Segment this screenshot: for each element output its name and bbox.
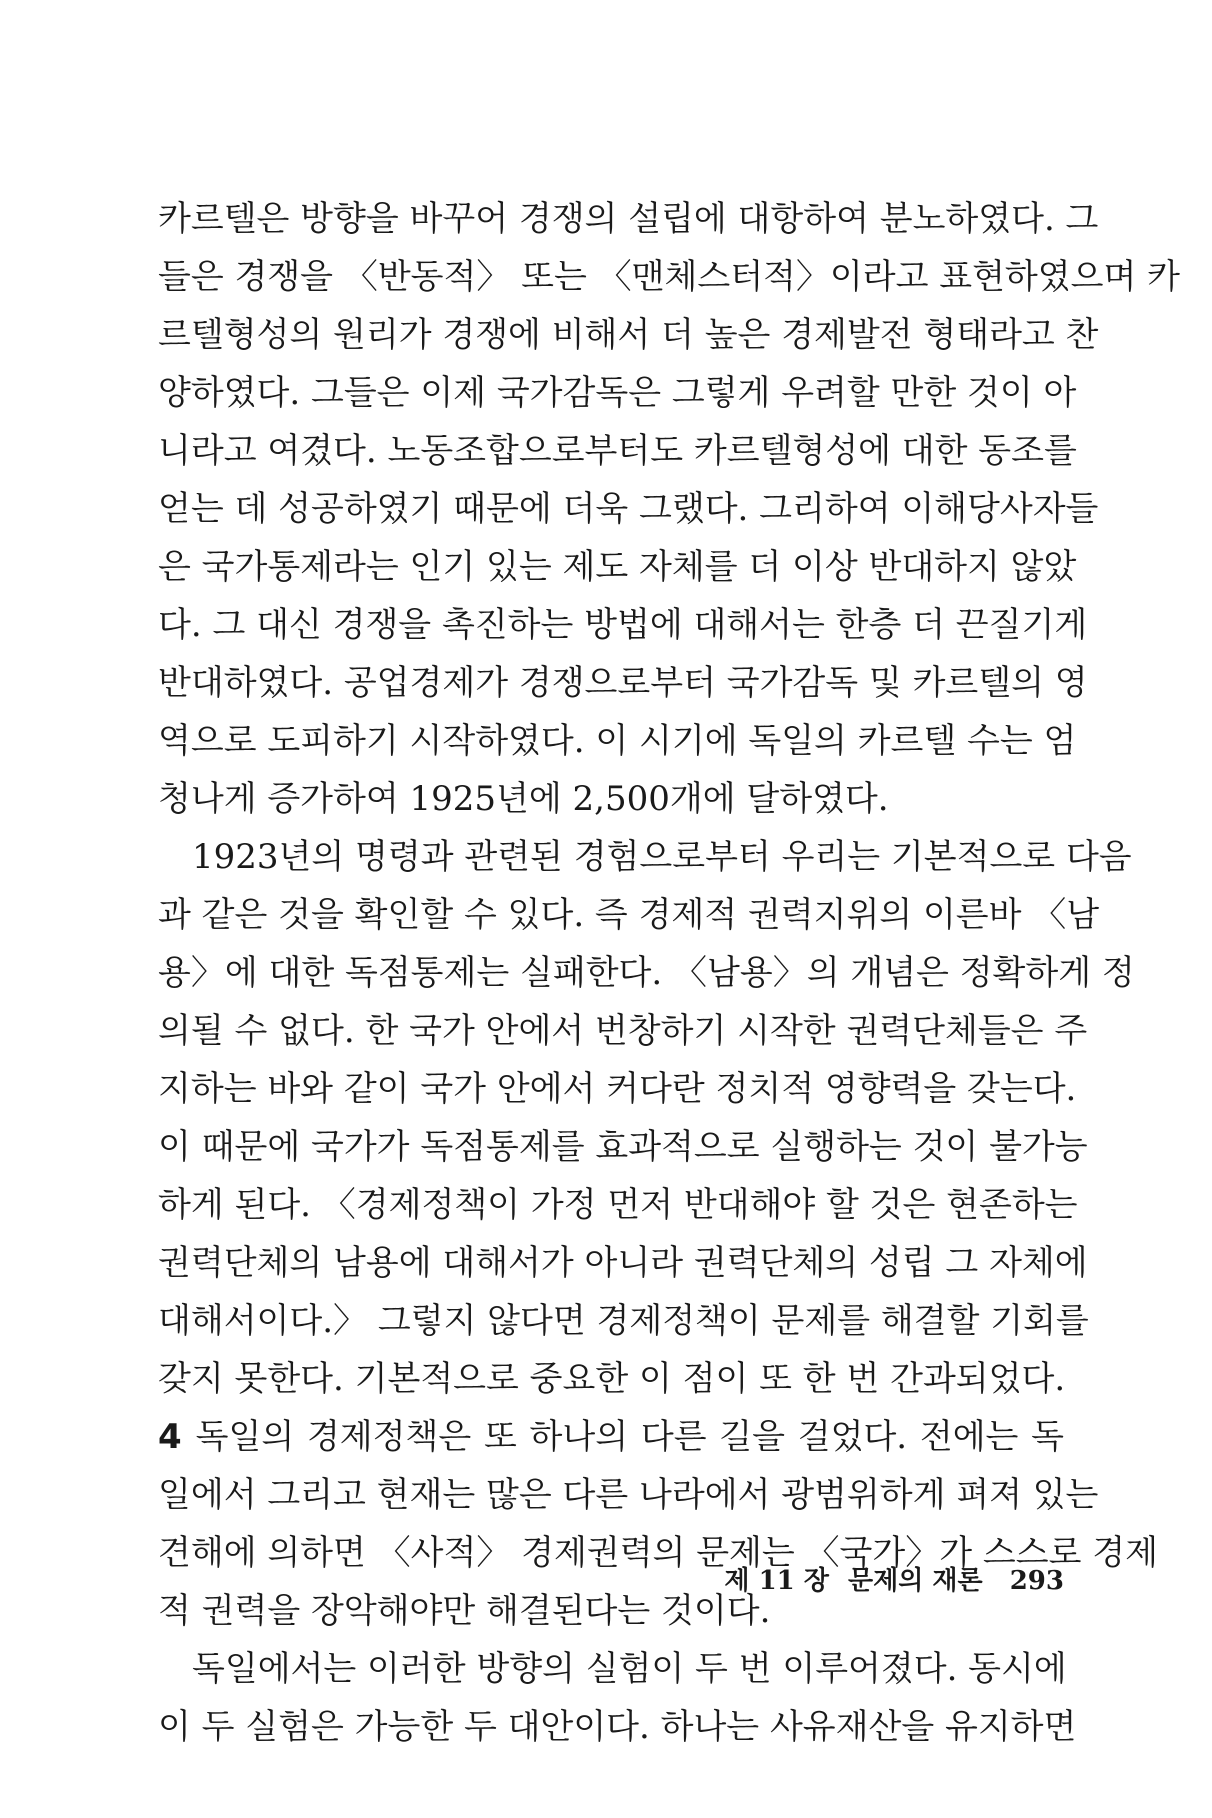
text-line: 과 같은 것을 확인할 수 있다. 즉 경제적 권력지위의 이른바 〈남 (158, 895, 1100, 935)
text-line: 이 때문에 국가가 독점통제를 효과적으로 실행하는 것이 불가능 (158, 1127, 1088, 1167)
body-text (158, 190, 1180, 1756)
text-line: 하게 된다. 〈경제정책이 가정 먼저 반대해야 할 것은 현존하는 (158, 1185, 1078, 1225)
text-line: 지하는 바와 같이 국가 안에서 커다란 정치적 영향력을 갖는다. (158, 1069, 1077, 1109)
text-line: 적 권력을 장악해야만 해결된다는 것이다. (158, 1591, 771, 1631)
text-line: 르텔형성의 원리가 경쟁에 비해서 더 높은 경제발전 형태라고 찬 (158, 315, 1099, 355)
text-line: 양하였다. 그들은 이제 국가감독은 그렇게 우려할 만한 것이 아 (158, 373, 1077, 413)
text-line: 니라고 여겼다. 노동조합으로부터도 카르텔형성에 대한 동조를 (158, 431, 1077, 471)
text-line: 은 국가통제라는 인기 있는 제도 자체를 더 이상 반대하지 않았 (158, 547, 1077, 587)
text-line: 들은 경쟁을 〈반동적〉 또는 〈맨체스터적〉이라고 표현하였으며 카 (158, 257, 1180, 297)
chapter-title: 문제의 재론 (848, 1566, 983, 1596)
text-line: 카르텔은 방향을 바꾸어 경쟁의 설립에 대항하여 분노하였다. 그 (158, 199, 1099, 239)
paragraph-2 (158, 828, 1135, 1408)
text-line: 이 두 실험은 가능한 두 대안이다. 하나는 사유재산을 유지하면 (158, 1707, 1077, 1747)
text-line (158, 1408, 1064, 1466)
text-line: 반대하였다. 공업경제가 경쟁으로부터 국가감독 및 카르텔의 영 (158, 663, 1088, 703)
page-number: 293 (1009, 1566, 1064, 1596)
chapter-label: 제 11 장 (724, 1566, 829, 1596)
text-line: 독일에서는 이러한 방향의 실험이 두 번 이루어졌다. 동시에 (192, 1649, 1067, 1689)
text-line: 일에서 그리고 현재는 많은 다른 나라에서 광범위하게 펴져 있는 (158, 1475, 1099, 1515)
page-footer (720, 1560, 1064, 1597)
text-line: 대해서이다.〉 그렇지 않다면 경제정책이 문제를 해결할 기회를 (158, 1301, 1089, 1341)
paragraph-1 (158, 190, 1180, 828)
text-line: 청나게 증가하여 1925년에 2,500개에 달하였다. (158, 779, 889, 819)
section-number: 4 (158, 1417, 182, 1457)
paragraph-3 (158, 1408, 1158, 1640)
text-line: 갖지 못한다. 기본적으로 중요한 이 점이 또 한 번 간과되었다. (158, 1359, 1066, 1399)
text-line: 역으로 도피하기 시작하였다. 이 시기에 독일의 카르텔 수는 엄 (158, 721, 1077, 761)
text-line: 얻는 데 성공하였기 때문에 더욱 그랬다. 그리하여 이해당사자들 (158, 489, 1099, 529)
text-line: 용〉에 대한 독점통제는 실패한다. 〈남용〉의 개념은 정확하게 정 (158, 953, 1135, 993)
text-line: 다. 그 대신 경쟁을 촉진하는 방법에 대해서는 한층 더 끈질기게 (158, 605, 1088, 645)
text-line: 1923년의 명령과 관련된 경험으로부터 우리는 기본적으로 다음 (192, 837, 1132, 877)
text-line: 견해에 의하면 〈사적〉 경제권력의 문제는 〈국가〉가 스스로 경제 (158, 1533, 1158, 1573)
paragraph-4 (158, 1640, 1077, 1756)
text-line: 의될 수 없다. 한 국가 안에서 번창하기 시작한 권력단체들은 주 (158, 1011, 1088, 1051)
text-line-content: 독일의 경제정책은 또 하나의 다른 길을 걸었다. 전에는 독 (195, 1417, 1064, 1457)
text-line: 권력단체의 남용에 대해서가 아니라 권력단체의 성립 그 자체에 (158, 1243, 1088, 1283)
